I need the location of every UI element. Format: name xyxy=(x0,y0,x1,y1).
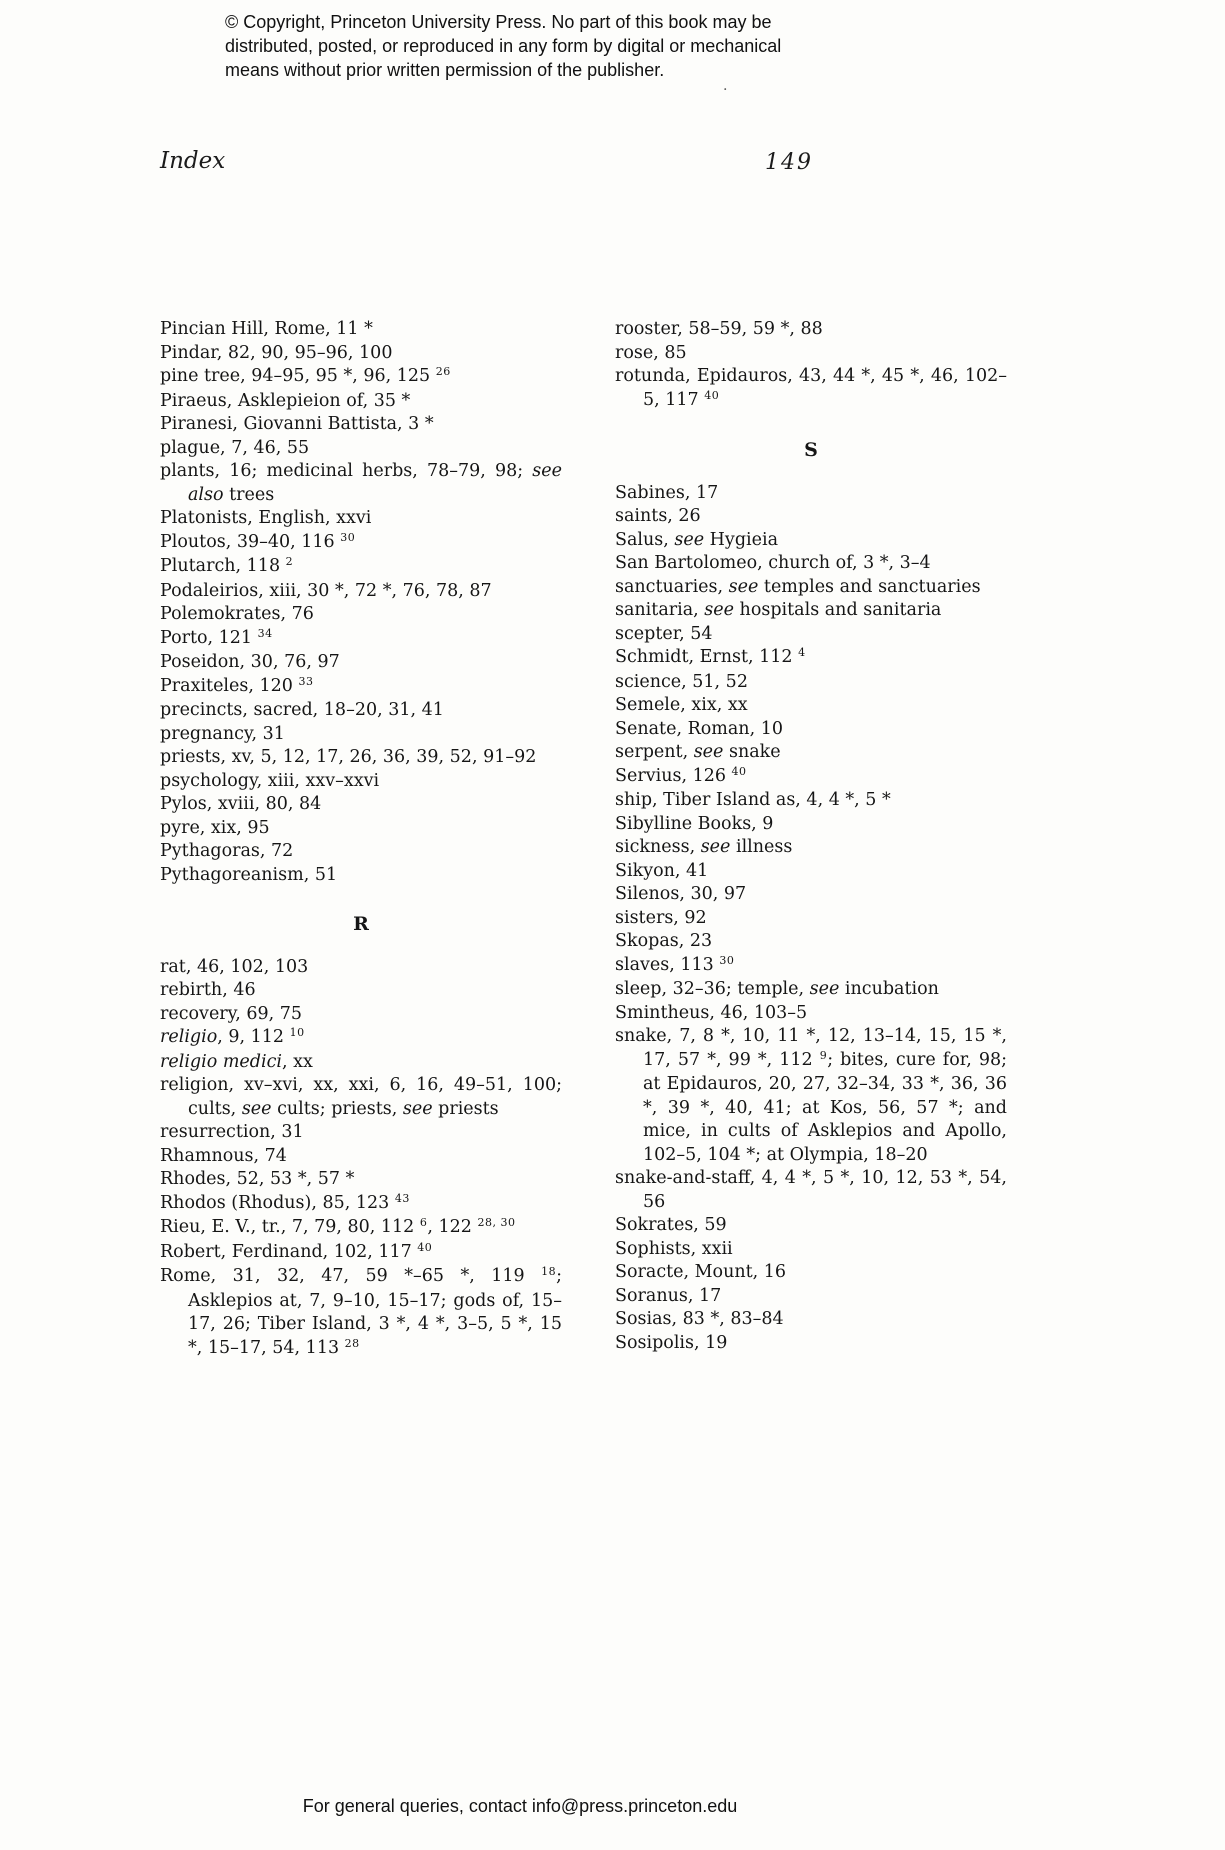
index-entry xyxy=(615,1308,1007,1332)
index-entry xyxy=(160,627,562,652)
entry-text: Semele, xix, xx xyxy=(615,695,748,715)
entry-text: scepter, 54 xyxy=(615,623,713,644)
footnote-reference: 9 xyxy=(819,1048,828,1062)
index-entry xyxy=(160,746,562,770)
index-entry xyxy=(160,365,562,390)
entry-text: see xyxy=(809,979,840,999)
entry-text: priests, xv, 5, 12, 17, 26, 36, 39, 52, 91–92 xyxy=(160,747,537,767)
stray-scan-mark: . xyxy=(723,78,728,94)
index-entry xyxy=(160,979,562,1003)
entry-text: Pythagoras, 72 xyxy=(160,841,294,861)
entry-text: see xyxy=(728,576,759,597)
index-entry xyxy=(160,580,562,604)
entry-text: Senate, Roman, 10 xyxy=(615,718,783,739)
entry-text: Soracte, Mount, 16 xyxy=(615,1262,787,1282)
index-entry xyxy=(615,954,1007,979)
entry-text: see xyxy=(402,1098,433,1119)
entry-text: Schmidt, Ernst, 112 xyxy=(615,647,799,667)
entry-text: Pythagoreanism, 51 xyxy=(160,864,338,885)
footnote-reference: 18 xyxy=(541,1265,557,1278)
footnote-reference: 40 xyxy=(731,764,747,778)
entry-text: snake, 7, 8 *, 10, 11 *, 12, 13–14, 15, 15 *, 17, 57 *, 99 *, 112 xyxy=(615,1026,1007,1070)
footnote-reference: 28 xyxy=(344,1336,360,1350)
entry-text: plants, 16; medicinal herbs, 78–79, 98; xyxy=(160,461,533,481)
index-entry xyxy=(160,1265,562,1361)
entry-text: Poseidon, 30, 76, 97 xyxy=(160,652,340,672)
running-head: Index xyxy=(160,148,226,174)
entry-text: slaves, 113 xyxy=(615,954,720,975)
entry-text: Rieu, E. V., tr., 7, 79, 80, 112 xyxy=(160,1217,420,1237)
entry-text: rotunda, Epidauros, 43, 44 *, 45 *, 46, 102–5, 117 xyxy=(615,366,1007,410)
footnote-reference: 6 xyxy=(419,1216,428,1229)
index-entry xyxy=(615,978,1007,1002)
entry-text: rat, 46, 102, 103 xyxy=(160,956,309,977)
entry-text: rose, 85 xyxy=(615,342,687,363)
index-entry xyxy=(615,860,1007,884)
entry-text: see xyxy=(700,837,731,857)
index-entry xyxy=(160,723,562,747)
entry-text: Rhodes, 52, 53 *, 57 * xyxy=(160,1169,355,1189)
index-entry xyxy=(615,836,1007,860)
footnote-reference: 34 xyxy=(257,626,273,640)
entry-text: Pincian Hill, Rome, 11 * xyxy=(160,319,373,339)
entry-text: snake-and-staff, 4, 4 *, 5 *, 10, 12, 53 *, 54, 56 xyxy=(615,1168,1007,1212)
entry-text: Sosipolis, 19 xyxy=(615,1332,728,1353)
index-entry xyxy=(160,699,562,723)
index-entry xyxy=(160,390,562,414)
entry-text: see also xyxy=(188,461,562,505)
entry-text: ship, Tiber Island as, 4, 4 *, 5 * xyxy=(615,790,891,810)
index-entry xyxy=(615,365,1007,413)
entry-text: hospitals and sanitaria xyxy=(733,600,942,620)
entry-text: resurrection, 31 xyxy=(160,1122,304,1142)
entry-text: see xyxy=(674,529,705,550)
index-entry xyxy=(615,907,1007,931)
entry-text: religio xyxy=(160,1027,218,1047)
index-entry xyxy=(615,552,1007,576)
copyright-line: means without prior written permission of the publisher. xyxy=(225,60,665,80)
entry-text: Piraeus, Asklepieion of, 35 * xyxy=(160,390,411,411)
index-entry xyxy=(615,1002,1007,1026)
index-entry xyxy=(615,529,1007,553)
entry-text: serpent, xyxy=(615,742,694,762)
entry-text: temples and sanctuaries xyxy=(758,576,981,597)
index-entry xyxy=(615,342,1007,366)
entry-text: Sosias, 83 *, 83–84 xyxy=(615,1309,784,1329)
index-entry xyxy=(615,1025,1007,1167)
entry-text: trees xyxy=(223,484,275,505)
entry-text: psychology, xiii, xxv–xxvi xyxy=(160,770,380,791)
entry-text: Salus, xyxy=(615,529,675,550)
index-entry xyxy=(160,840,562,864)
entry-text: Podaleirios, xiii, 30 *, 72 *, 76, 78, 87 xyxy=(160,580,492,601)
index-entry xyxy=(160,413,562,437)
index-entry xyxy=(615,1214,1007,1238)
entry-text: rooster, 58–59, 59 *, 88 xyxy=(615,319,823,339)
entry-text: incubation xyxy=(839,979,939,999)
entry-text: pyre, xix, 95 xyxy=(160,817,270,838)
entry-text: sanctuaries, xyxy=(615,576,729,597)
page-number: 149 xyxy=(765,150,813,175)
index-entry xyxy=(160,460,562,507)
footnote-reference: 30 xyxy=(719,953,735,967)
index-entry xyxy=(615,318,1007,342)
entry-text: religio medici xyxy=(160,1051,282,1072)
index-entry xyxy=(615,623,1007,647)
entry-text: Piranesi, Giovanni Battista, 3 * xyxy=(160,414,434,434)
entry-text: religion, xv–xvi, xx, xxi, 6, 16, 49–51, 100; cults, xyxy=(160,1075,562,1119)
entry-text: science, 51, 52 xyxy=(615,671,748,692)
entry-text: pine tree, 94–95, 95 *, 96, 125 xyxy=(160,366,436,386)
index-entry xyxy=(615,694,1007,718)
entry-text: Skopas, 23 xyxy=(615,931,713,951)
entry-text: Pylos, xviii, 80, 84 xyxy=(160,794,322,814)
index-entry xyxy=(160,1241,562,1266)
entry-text: ; Asklepios at, 7, 9–10, 15–17; gods of, 15–17, 26; Tiber Island, 3 *, 4 *, 3–5, 5 *, 15 *, 15–17, 54, 113 xyxy=(188,1266,562,1358)
index-entry xyxy=(615,646,1007,671)
entry-text: Sikyon, 41 xyxy=(615,860,709,881)
entry-text: see xyxy=(704,600,734,620)
index-entry xyxy=(160,770,562,794)
entry-text: Polemokrates, 76 xyxy=(160,604,314,624)
index-entry xyxy=(160,1192,562,1217)
entry-text: saints, 26 xyxy=(615,506,701,526)
index-entry xyxy=(160,651,562,675)
index-entry xyxy=(160,603,562,627)
index-columns xyxy=(160,318,1007,1361)
entry-text: ; bites, cure for, 98; at Epidauros, 20, 27, 32–34, 33 *, 36, 36 *, 39 *, 40, 41; at Kos, 56, 57 *; and mice, in cults of Asklepios and Apollo, 102–5, 104 *; at Olympia, 18–20 xyxy=(643,1049,1007,1165)
index-entry xyxy=(615,505,1007,529)
entry-text: pregnancy, 31 xyxy=(160,723,285,744)
index-entry xyxy=(160,507,562,531)
index-entry xyxy=(160,817,562,841)
entry-text: Sophists, xxii xyxy=(615,1238,733,1259)
entry-text: , 9, 112 xyxy=(217,1027,290,1047)
index-entry xyxy=(615,813,1007,837)
entry-text: recovery, 69, 75 xyxy=(160,1003,303,1024)
index-section-heading-s: S xyxy=(804,439,818,461)
entry-text: Robert, Ferdinand, 102, 117 xyxy=(160,1241,418,1262)
footnote-reference: 28, 30 xyxy=(477,1216,516,1229)
entry-text: cults; priests, xyxy=(271,1098,403,1119)
index-entry xyxy=(160,1168,562,1192)
entry-text: Rhamnous, 74 xyxy=(160,1145,287,1166)
index-entry xyxy=(615,718,1007,742)
entry-text: precincts, sacred, 18–20, 31, 41 xyxy=(160,700,444,720)
index-entry xyxy=(160,1145,562,1169)
index-entry xyxy=(160,1216,562,1241)
entry-text: Sibylline Books, 9 xyxy=(615,813,774,834)
entry-text: Servius, 126 xyxy=(615,765,732,786)
entry-text: , 122 xyxy=(427,1217,478,1237)
index-entry xyxy=(615,883,1007,907)
footnote-reference: 40 xyxy=(417,1240,433,1254)
footnote-reference: 2 xyxy=(285,555,294,568)
entry-text: Rome, 31, 32, 47, 59 *–65 *, 119 xyxy=(160,1266,542,1286)
index-entry xyxy=(160,437,562,461)
index-entry xyxy=(615,930,1007,954)
entry-text: priests xyxy=(432,1098,499,1119)
index-entry xyxy=(160,793,562,817)
index-section-heading-r: R xyxy=(353,913,369,935)
footnote-reference: 30 xyxy=(340,530,356,544)
footnote-reference: 10 xyxy=(289,1026,305,1039)
entry-text: Silenos, 30, 97 xyxy=(615,884,747,904)
entry-text: plague, 7, 46, 55 xyxy=(160,437,310,458)
index-entry xyxy=(615,576,1007,600)
entry-text: Ploutos, 39–40, 116 xyxy=(160,531,341,552)
index-entry xyxy=(160,342,562,366)
index-entry xyxy=(615,1285,1007,1309)
footnote-reference: 33 xyxy=(298,674,314,688)
index-entry xyxy=(160,555,562,580)
entry-text: Sokrates, 59 xyxy=(615,1215,727,1235)
index-entry xyxy=(615,789,1007,813)
index-entry xyxy=(615,1261,1007,1285)
entry-text: sleep, 32–36; temple, xyxy=(615,979,810,999)
entry-text: sanitaria, xyxy=(615,600,705,620)
entry-text: see xyxy=(241,1098,272,1119)
entry-text: Plutarch, 118 xyxy=(160,556,286,576)
index-entry xyxy=(160,675,562,700)
entry-text: sisters, 92 xyxy=(615,907,707,928)
entry-text: San Bartolomeo, church of, 3 *, 3–4 xyxy=(615,553,931,573)
entry-text: Smintheus, 46, 103–5 xyxy=(615,1002,808,1023)
index-entry xyxy=(160,1003,562,1027)
index-entry xyxy=(160,956,562,980)
entry-text: see xyxy=(693,742,724,762)
footer-contact: For general queries, contact info@press.princeton.edu xyxy=(302,1796,738,1816)
entry-text: snake xyxy=(723,742,781,762)
index-entry xyxy=(160,1121,562,1145)
footnote-reference: 40 xyxy=(704,388,720,402)
index-entry xyxy=(615,1332,1007,1356)
entry-text: , xx xyxy=(281,1051,313,1072)
footnote-reference: 26 xyxy=(435,365,451,378)
footnote-reference: 4 xyxy=(798,646,806,659)
entry-text: Sabines, 17 xyxy=(615,482,719,503)
index-entry xyxy=(160,1074,562,1121)
entry-text: illness xyxy=(730,837,793,857)
index-entry xyxy=(615,741,1007,765)
index-left-column xyxy=(160,318,562,1361)
index-entry xyxy=(160,864,562,888)
index-entry xyxy=(615,599,1007,623)
entry-text: Pindar, 82, 90, 95–96, 100 xyxy=(160,342,393,363)
index-entry xyxy=(615,482,1007,506)
index-entry xyxy=(615,1167,1007,1214)
entry-text: Soranus, 17 xyxy=(615,1285,722,1306)
index-entry xyxy=(160,531,562,556)
index-entry xyxy=(615,765,1007,790)
copyright-line: distributed, posted, or reproduced in any form by digital or mechanical xyxy=(225,36,782,56)
entry-text: Rhodos (Rhodus), 85, 123 xyxy=(160,1192,395,1213)
copyright-line: © Copyright, Princeton University Press. No part of this book may be xyxy=(225,12,772,32)
copyright-notice xyxy=(225,10,781,82)
entry-text: Hygieia xyxy=(704,529,779,550)
entry-text: Praxiteles, 120 xyxy=(160,675,299,696)
entry-text: rebirth, 46 xyxy=(160,980,256,1000)
index-entry xyxy=(615,1238,1007,1262)
entry-text: Platonists, English, xxvi xyxy=(160,508,372,528)
footnote-reference: 43 xyxy=(394,1191,410,1205)
index-entry xyxy=(160,1026,562,1051)
entry-text: Porto, 121 xyxy=(160,627,258,648)
index-right-column xyxy=(615,318,1007,1361)
index-entry xyxy=(160,318,562,342)
index-entry xyxy=(160,1051,562,1075)
entry-text: sickness, xyxy=(615,837,701,857)
index-entry xyxy=(615,671,1007,695)
